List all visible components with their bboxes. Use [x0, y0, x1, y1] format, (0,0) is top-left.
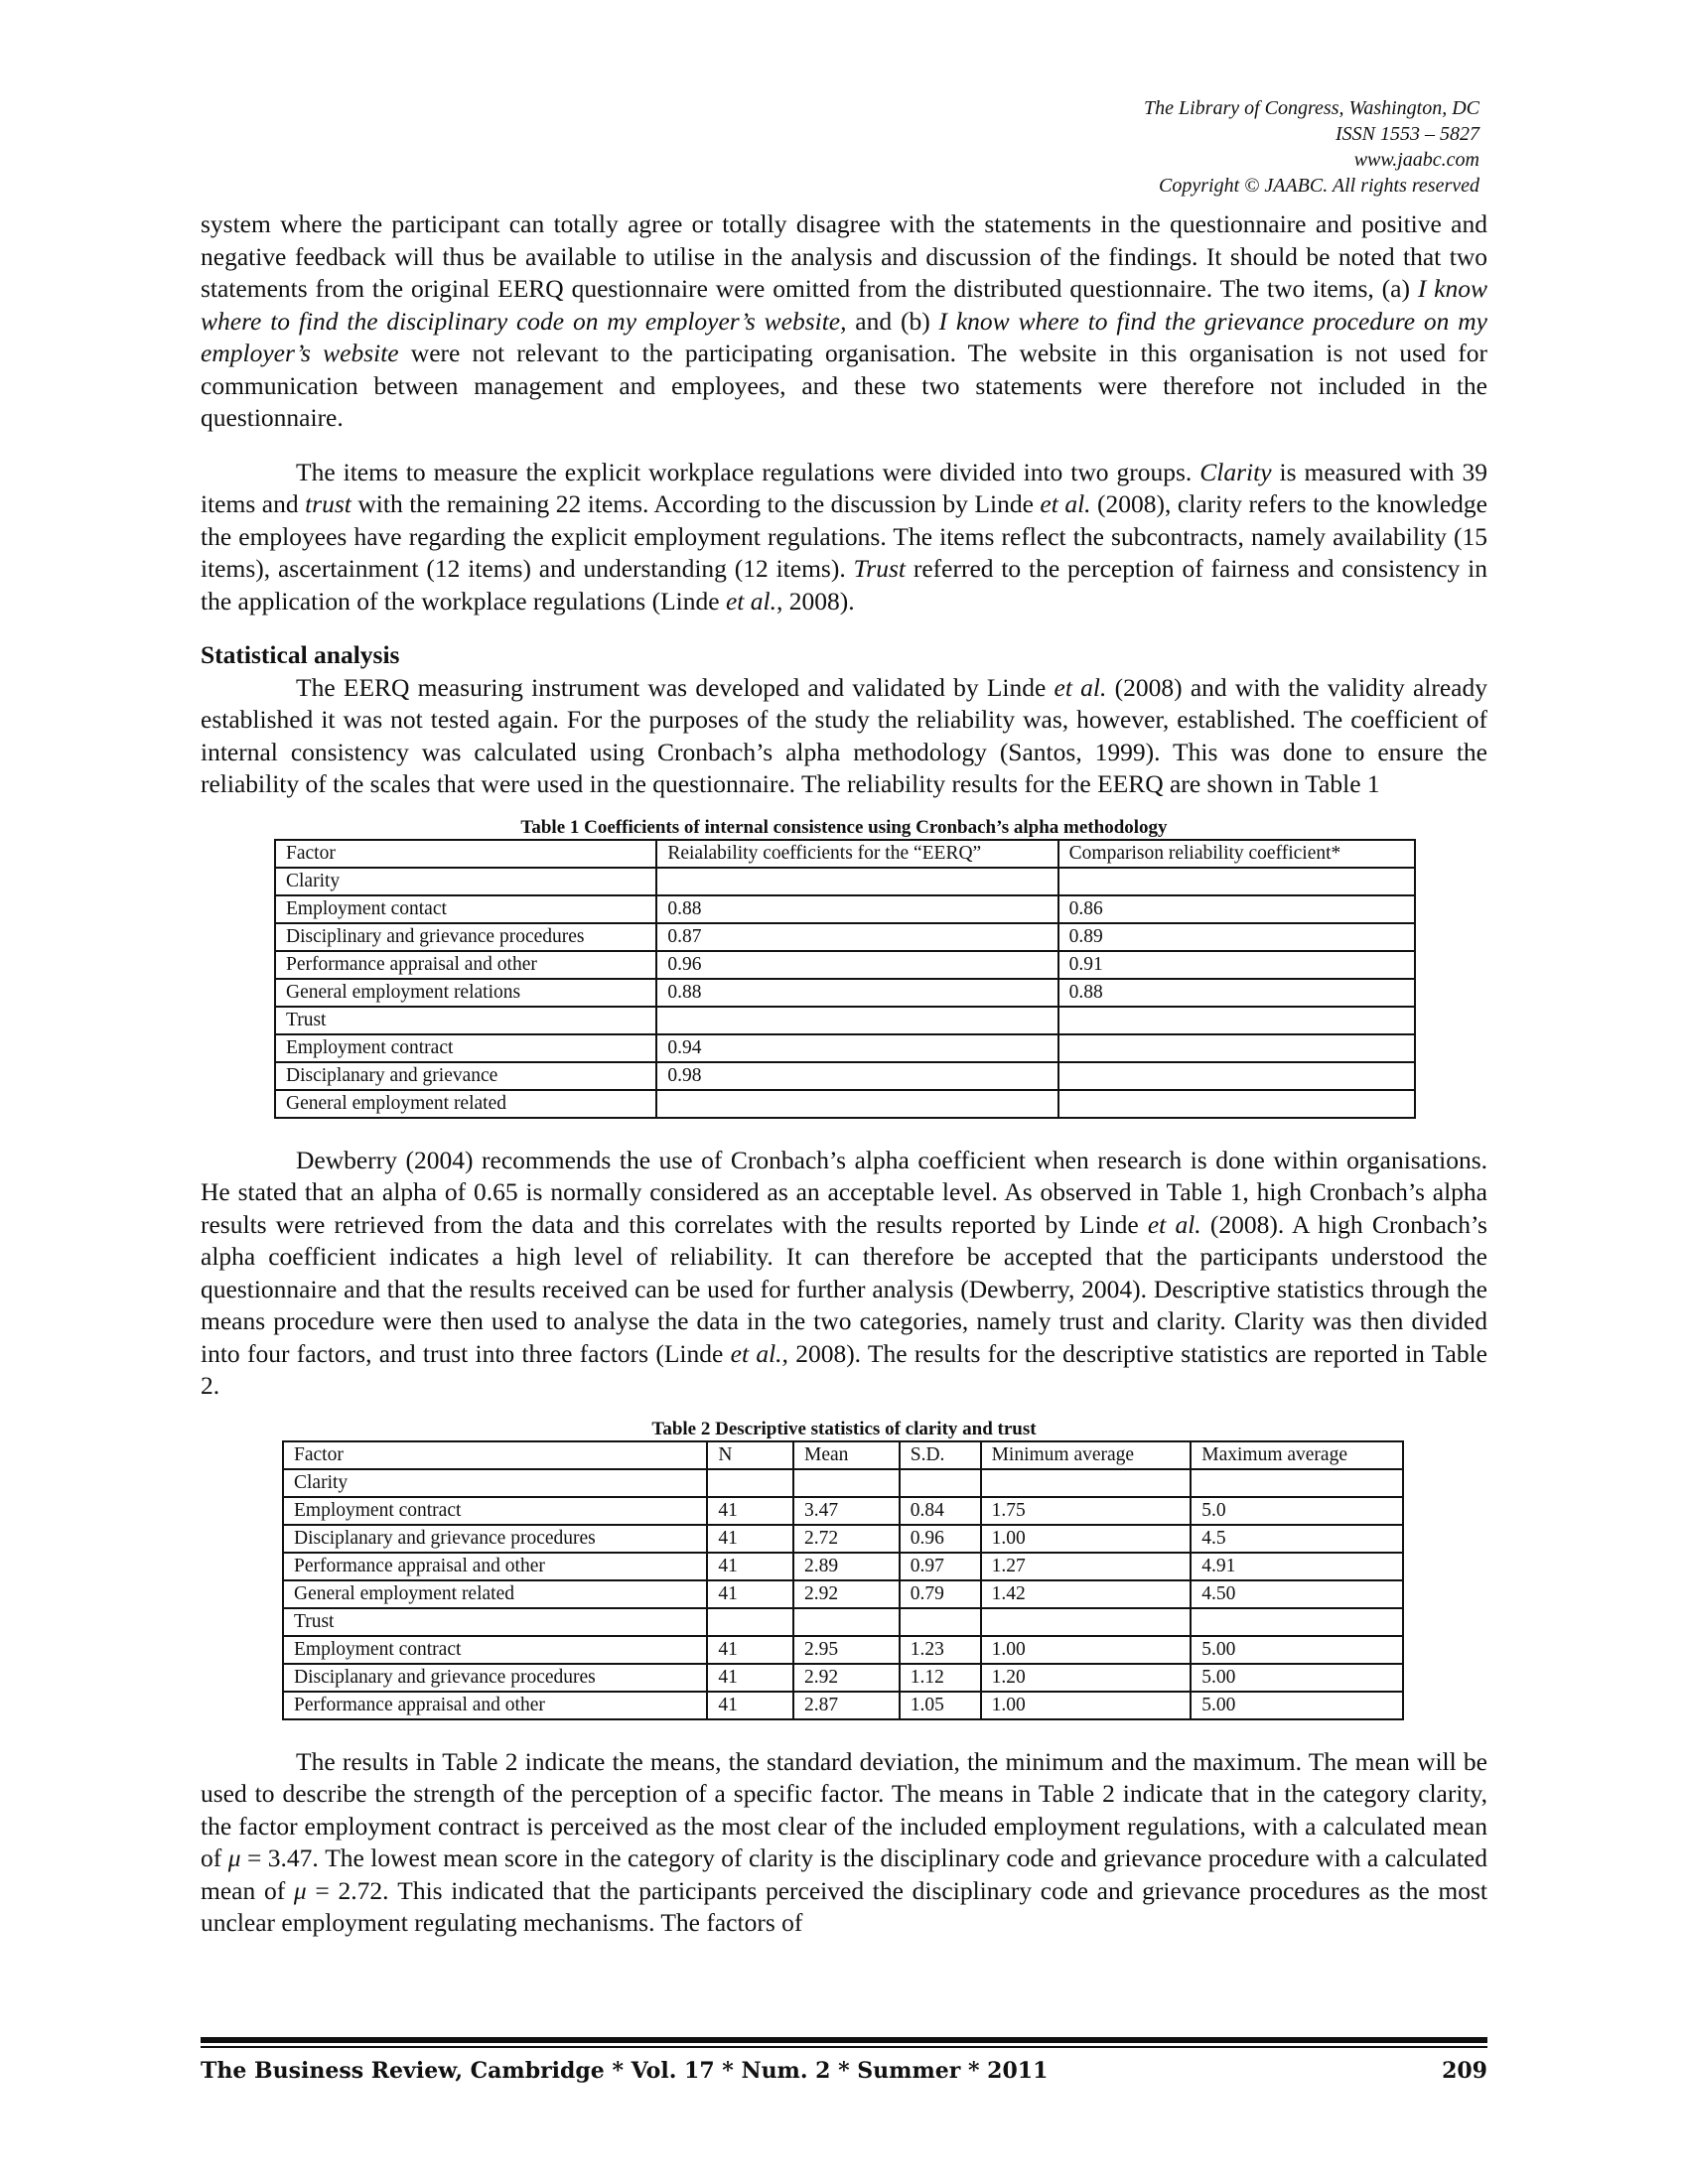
table-cell: 3.47 — [793, 1497, 900, 1525]
paragraph-1: system where the participant can totally agree or totally disagree with the statements in the questionnaire and positive and negative feedback will thus be available to utilise in the analysis and discussion of the findings. It should be noted that two statements from the original EERQ questionnaire were omitted from the distributed questionnaire. The two items, (a) I know where to find the disciplinary code on my employer’s website, and (b) I know where to find the grievance procedure on my employer’s website were not relevant to the participating organisation. The website in this organisation is not used for communication between management and employees, and these two statements were therefore not included in the questionnaire. — [201, 209, 1487, 432]
table-cell: Factor — [283, 1441, 707, 1469]
table-cell — [900, 1469, 981, 1497]
table-1 — [274, 839, 1416, 1119]
table-1-title: Table 1 Coefficients of internal consistence using Cronbach’s alpha methodology — [520, 816, 1168, 838]
table-cell: 1.00 — [981, 1692, 1192, 1719]
table-cell — [707, 1469, 793, 1497]
table-cell: N — [707, 1441, 793, 1469]
table-cell: Trust — [283, 1608, 707, 1636]
table-header-row — [275, 840, 1415, 868]
table-row — [275, 951, 1415, 979]
table-cell — [981, 1469, 1192, 1497]
table-row — [283, 1664, 1403, 1692]
table-cell — [1191, 1608, 1403, 1636]
table-row — [275, 979, 1415, 1007]
table-cell: Disciplanary and grievance procedures — [283, 1525, 707, 1553]
table-cell: 0.94 — [656, 1034, 1057, 1062]
journal-header — [1144, 95, 1479, 199]
table-cell: Employment contract — [283, 1497, 707, 1525]
table-cell — [1058, 868, 1415, 895]
table-cell: Performance appraisal and other — [275, 951, 656, 979]
table-row — [275, 868, 1415, 895]
table-cell: 0.88 — [1058, 979, 1415, 1007]
paragraph-4: Dewberry (2004) recommends the use of Cronbach’s alpha coefficient when research is done within organisations. He stated that an alpha of 0.65 is normally considered as an acceptable level. As observed in Table 1, high Cronbach’s alpha results were retrieved from the data and this correlates with the results reported by Linde et al. (2008). A high Cronbach’s alpha coefficient indicates a high level of reliability. It can therefore be accepted that the participants understood the questionnaire and that the results received can be used for further analysis (Dewberry, 2004). Descriptive statistics through the means procedure were then used to analyse the data in the two categories, namely trust and clarity. Clarity was then divided into four factors, and trust into three factors (Linde et al., 2008). The results for the descriptive statistics are reported in Table 2. — [201, 1145, 1487, 1400]
table-cell: 0.97 — [900, 1553, 981, 1580]
table-cell: 5.00 — [1191, 1692, 1403, 1719]
table-cell — [1058, 1034, 1415, 1062]
table-cell: 0.88 — [656, 895, 1057, 923]
table-cell: Clarity — [275, 868, 656, 895]
table-cell: 4.50 — [1191, 1580, 1403, 1608]
table-cell: Comparison reliability coefficient* — [1058, 840, 1415, 868]
table-cell: Reialability coefficients for the “EERQ” — [656, 840, 1057, 868]
table-cell: 0.91 — [1058, 951, 1415, 979]
table-cell: 1.75 — [981, 1497, 1192, 1525]
table-cell: 0.87 — [656, 923, 1057, 951]
table-cell: 1.05 — [900, 1692, 981, 1719]
table-cell: Mean — [793, 1441, 900, 1469]
table-cell: 41 — [707, 1580, 793, 1608]
table-row — [275, 1034, 1415, 1062]
table-cell: 1.23 — [900, 1636, 981, 1664]
table-cell: 41 — [707, 1497, 793, 1525]
table-row — [275, 1062, 1415, 1090]
paragraph-2: The items to measure the explicit workplace regulations were divided into two groups. Clarity is measured with 39 items and trust with the remaining 22 items. According to the discussion by Linde et al. (2008), clarity refers to the knowledge the employees have regarding the explicit employment regulations. The items reflect the subcontracts, namely availability (15 items), ascertainment (12 items) and understanding (12 items). Trust referred to the perception of fairness and consistency in the application of the workplace regulations (Linde et al., 2008). — [201, 457, 1487, 615]
table-cell: 1.42 — [981, 1580, 1192, 1608]
table-cell: 5.0 — [1191, 1497, 1403, 1525]
table-cell: 1.27 — [981, 1553, 1192, 1580]
table-cell: General employment relations — [275, 979, 656, 1007]
table-2-title: Table 2 Descriptive statistics of clarity and trust — [651, 1418, 1037, 1439]
table-cell: 2.72 — [793, 1525, 900, 1553]
table-cell: 5.00 — [1191, 1664, 1403, 1692]
table-row — [283, 1636, 1403, 1664]
table-cell — [793, 1608, 900, 1636]
table-cell: Performance appraisal and other — [283, 1692, 707, 1719]
table-cell: Disciplanary and grievance — [275, 1062, 656, 1090]
table-cell: 0.98 — [656, 1062, 1057, 1090]
table-cell: Minimum average — [981, 1441, 1192, 1469]
header-line-1: The Library of Congress, Washington, DC — [1143, 97, 1479, 119]
table-cell — [981, 1608, 1192, 1636]
table-row — [283, 1692, 1403, 1719]
table-cell — [656, 868, 1057, 895]
footer-rule-thin — [201, 2046, 1487, 2048]
table-cell — [793, 1469, 900, 1497]
section-heading: Statistical analysis — [201, 640, 400, 669]
table-cell: 2.92 — [793, 1664, 900, 1692]
table-cell: 2.92 — [793, 1580, 900, 1608]
table-cell: 2.95 — [793, 1636, 900, 1664]
table-cell: Maximum average — [1191, 1441, 1403, 1469]
page-footer — [201, 2037, 1487, 2084]
table-cell: Disciplinary and grievance procedures — [275, 923, 656, 951]
table-cell: 1.20 — [981, 1664, 1192, 1692]
table-cell: Factor — [275, 840, 656, 868]
table-cell — [1058, 1062, 1415, 1090]
table-cell: 1.00 — [981, 1636, 1192, 1664]
footer-journal: The Business Review, Cambridge * Vol. 17 * Num. 2 * Summer * 2011 — [201, 2058, 1049, 2084]
table-cell: 0.79 — [900, 1580, 981, 1608]
table-cell: 0.86 — [1058, 895, 1415, 923]
header-line-3: www.jaabc.com — [1353, 149, 1479, 171]
table-row — [283, 1608, 1403, 1636]
table-cell: Clarity — [283, 1469, 707, 1497]
page-number: 209 — [1442, 2058, 1487, 2084]
table-cell — [1191, 1469, 1403, 1497]
table-row — [275, 1007, 1415, 1034]
table-cell: General employment related — [283, 1580, 707, 1608]
article-body — [201, 208, 1487, 1940]
table-header-row — [283, 1441, 1403, 1469]
table-cell: 4.5 — [1191, 1525, 1403, 1553]
table-cell — [900, 1608, 981, 1636]
table-cell: 0.96 — [656, 951, 1057, 979]
table-cell: 0.89 — [1058, 923, 1415, 951]
header-line-2: ISSN 1553 – 5827 — [1336, 123, 1479, 145]
table-row — [283, 1497, 1403, 1525]
table-cell: S.D. — [900, 1441, 981, 1469]
table-cell: 41 — [707, 1692, 793, 1719]
table-row — [283, 1553, 1403, 1580]
table-cell: Employment contract — [283, 1636, 707, 1664]
table-cell: 4.91 — [1191, 1553, 1403, 1580]
table-cell: 2.87 — [793, 1692, 900, 1719]
table-cell: 41 — [707, 1553, 793, 1580]
table-row — [275, 1090, 1415, 1118]
footer-rule-thick — [201, 2037, 1487, 2043]
table-cell — [656, 1007, 1057, 1034]
table-cell — [656, 1090, 1057, 1118]
table-row — [283, 1580, 1403, 1608]
table-cell: Trust — [275, 1007, 656, 1034]
table-cell: Disciplanary and grievance procedures — [283, 1664, 707, 1692]
table-cell: 41 — [707, 1664, 793, 1692]
paragraph-3: The EERQ measuring instrument was developed and validated by Linde et al. (2008) and with the validity already established it was not tested again. For the purposes of the study the reliability was, however, established. The coefficient of internal consistency was calculated using Cronbach’s alpha methodology (Santos, 1999). This was done to ensure the reliability of the scales that were used in the questionnaire. The reliability results for the EERQ are shown in Table 1 — [201, 672, 1487, 798]
table-cell: 41 — [707, 1525, 793, 1553]
table-cell: Performance appraisal and other — [283, 1553, 707, 1580]
table-cell — [1058, 1007, 1415, 1034]
table-2 — [282, 1440, 1404, 1720]
table-cell: 0.84 — [900, 1497, 981, 1525]
header-line-4: Copyright © JAABC. All rights reserved — [1159, 175, 1479, 197]
table-cell: 1.00 — [981, 1525, 1192, 1553]
table-cell — [707, 1608, 793, 1636]
table-cell: General employment related — [275, 1090, 656, 1118]
table-cell: 1.12 — [900, 1664, 981, 1692]
table-cell — [1058, 1090, 1415, 1118]
paragraph-5: The results in Table 2 indicate the means, the standard deviation, the minimum and the maximum. The mean will be used to describe the strength of the perception of a specific factor. The means in Table 2 indicate that in the category clarity, the factor employment contract is perceived as the most clear of the included employment regulations, with a calculated mean of μ = 3.47. The lowest mean score in the category of clarity is the disciplinary code and grievance procedure with a calculated mean of μ = 2.72. This indicated that the participants perceived the disciplinary code and grievance procedures as the most unclear employment regulating mechanisms. The factors of — [201, 1746, 1487, 1937]
table-row — [283, 1525, 1403, 1553]
table-cell: 0.96 — [900, 1525, 981, 1553]
table-cell: Employment contact — [275, 895, 656, 923]
table-cell: 5.00 — [1191, 1636, 1403, 1664]
table-row — [275, 895, 1415, 923]
table-cell: 2.89 — [793, 1553, 900, 1580]
table-row — [283, 1469, 1403, 1497]
table-row — [275, 923, 1415, 951]
table-cell: Employment contract — [275, 1034, 656, 1062]
table-cell: 41 — [707, 1636, 793, 1664]
table-cell: 0.88 — [656, 979, 1057, 1007]
